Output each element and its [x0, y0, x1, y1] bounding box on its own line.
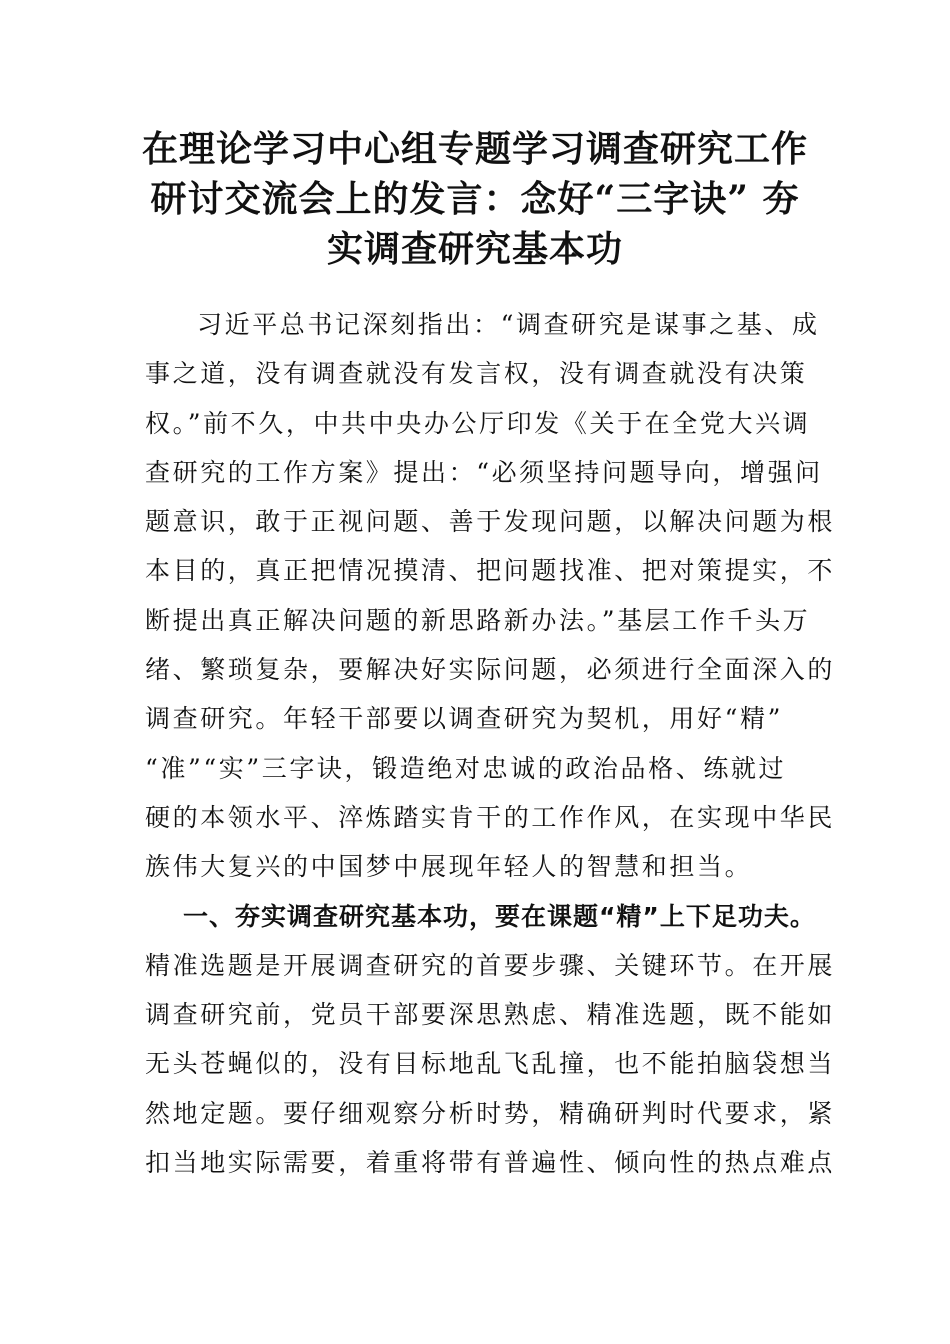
title-line: 在理论学习中心组专题学习调查研究工作 [141, 128, 808, 170]
section-heading: 一、夯实调查研究基本功，要在课题“精”上下足功夫。 [183, 901, 816, 931]
paragraph-line: 扣当地实际需要，着重将带有普遍性、倾向性的热点难点 [145, 1148, 836, 1178]
paragraph-line: 族伟大复兴的中国梦中展现年轻人的智慧和担当。 [145, 852, 753, 882]
paragraph-line: 精准选题是开展调查研究的首要步骤、关键环节。在开展 [145, 950, 836, 980]
paragraph-line: 断提出真正解决问题的新思路新办法。”基层工作千头万 [145, 605, 811, 635]
paragraph-line: 查研究的工作方案》提出：“必须坚持问题导向，增强问 [145, 457, 823, 487]
title-line: 实调查研究基本功 [326, 228, 623, 270]
paragraph-line: 习近平总书记深刻指出：“调查研究是谋事之基、成 [197, 310, 820, 339]
paragraph-line: 硬的本领水平、淬炼踏实肯干的工作作风，在实现中华民 [145, 802, 836, 832]
paragraph-line: 绪、繁琐复杂，要解决好实际问题，必须进行全面深入的 [145, 655, 836, 685]
paragraph-line: 权。”前不久，中共中央办公厅印发《关于在全党大兴调 [145, 408, 811, 438]
paragraph-line: 事之道，没有调查就没有发言权，没有调查就没有决策 [145, 359, 808, 389]
paragraph-line: 然地定题。要仔细观察分析时势，精确研判时代要求，紧 [145, 1098, 836, 1128]
paragraph-line: 本目的，真正把情况摸清、把问题找准、把对策提实，不 [145, 556, 836, 586]
document-body [145, 300, 836, 1187]
paragraph-line: 题意识，敢于正视问题、善于发现问题，以解决问题为根 [145, 507, 836, 537]
paragraph-line: 无头苍蝇似的，没有目标地乱飞乱撞，也不能拍脑袋想当 [145, 1049, 836, 1079]
title-line: 研讨交流会上的发言：念好“三字诀” 夯 [150, 178, 800, 220]
paragraph-line: 调查研究前，党员干部要深思熟虑、精准选题，既不能如 [145, 1000, 836, 1030]
paragraph-line: 调查研究。年轻干部要以调查研究为契机，用好“精” [145, 704, 783, 734]
document-title [140, 124, 810, 274]
paragraph-line: “准”“实”三字诀，锻造绝对忠诚的政治品格、练就过 [145, 753, 787, 783]
